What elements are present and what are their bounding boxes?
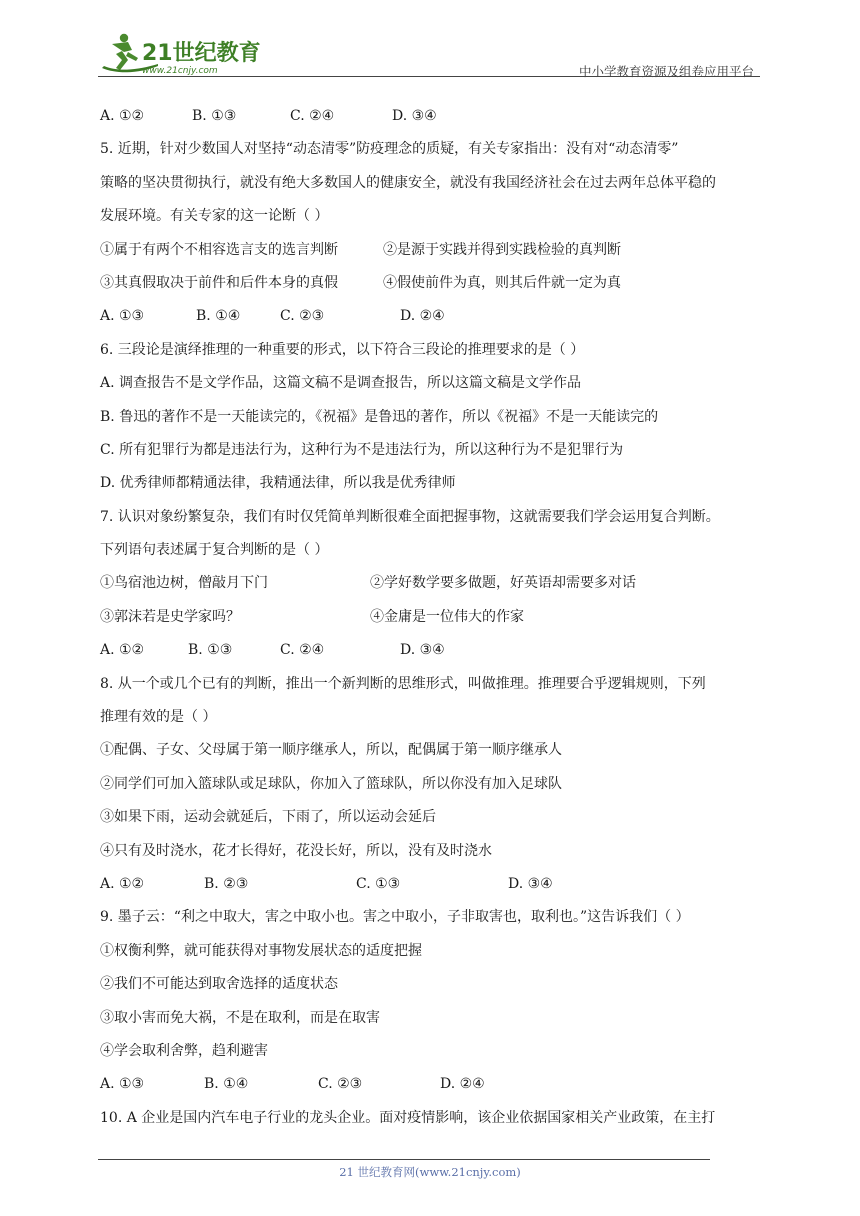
logo-url: www.21cnjy.com: [142, 66, 218, 76]
statement-2: ②同学们可加入篮球队或足球队，你加入了篮球队，所以你没有加入足球队: [100, 775, 562, 792]
option-b: B. ①③: [192, 108, 237, 124]
answer-options: [100, 634, 768, 667]
statement-3: ③取小害而免大祸，不是在取利，而是在取害: [100, 1009, 380, 1026]
option-d: D. ③④: [392, 108, 437, 124]
statement-2: ②是源于实践并得到实践检验的真判断: [383, 241, 621, 258]
question-5-text: 策略的坚决贯彻执行，就没有绝大多数国人的健康安全，就没有我国经济社会在过去两年总体平稳的: [100, 174, 716, 191]
option-a: A. ①②: [100, 642, 145, 659]
option-c: C. ①③: [356, 875, 401, 892]
option-d: D. ③④: [508, 875, 553, 892]
page-footer: 21 世纪教育网(www.21cnjy.com): [339, 1165, 521, 1179]
option-c: C. 所有犯罪行为都是违法行为，这种行为不是违法行为，所以这种行为不是犯罪行为: [100, 441, 624, 458]
statement-2: ②学好数学要多做题，好英语却需要多对话: [370, 575, 636, 592]
option-b: B. ①④: [196, 308, 241, 325]
statement-2: ②我们不可能达到取舍选择的适度状态: [100, 976, 338, 993]
answer-options: [100, 300, 768, 333]
statement-1: ①配偶、子女、父母属于第一顺序继承人，所以，配偶属于第一顺序继承人: [100, 742, 562, 759]
statement-pair: [100, 601, 768, 634]
statement-4: ④只有及时浇水，花才长得好，花没长好，所以，没有及时浇水: [100, 842, 492, 859]
option-a: A. ①③: [100, 1076, 145, 1093]
question-9-text: 9. 墨子云：“利之中取大，害之中取小也。害之中取小，子非取害也，取利也。”这告诉我们（ ）: [100, 909, 690, 926]
option-c: C. ②③: [280, 308, 325, 325]
header-divider: [98, 76, 760, 77]
option-b: B. ①④: [204, 1076, 249, 1093]
option-c: C. ②③: [318, 1076, 363, 1093]
question-5-text: 5. 近期，针对少数国人对坚持“动态清零”防疫理念的质疑，有关专家指出：没有对“动态清零”: [100, 141, 679, 158]
option-d: D. 优秀律师都精通法律，我精通法律，所以我是优秀律师: [100, 475, 456, 492]
question-6-text: 6. 三段论是演绎推理的一种重要的形式，以下符合三段论的推理要求的是（ ）: [100, 341, 585, 358]
option-a: A. ①②: [100, 875, 145, 892]
answer-options: [100, 100, 768, 133]
option-a: A. 调查报告不是文学作品，这篇文稿不是调查报告，所以这篇文稿是文学作品: [100, 375, 582, 392]
statement-3: ③郭沫若是史学家吗？: [100, 608, 240, 625]
option-b: B. ①③: [188, 642, 233, 659]
question-5-text: 发展环境。有关专家的这一论断（ ）: [100, 208, 329, 225]
statement-3: ③其真假取决于前件和后件本身的真假: [100, 274, 338, 291]
statement-1: ①鸟宿池边树，僧敲月下门: [100, 575, 268, 592]
logo-text: 21世纪教育: [142, 41, 261, 66]
statement-pair: [100, 234, 768, 267]
option-a: A. ①②: [100, 108, 145, 124]
option-d: D. ③④: [400, 642, 445, 659]
question-content: [100, 100, 768, 1135]
question-10-text: 10. A 企业是国内汽车电子行业的龙头企业。面对疫情影响，该企业依据国家相关产业政策，在主打: [100, 1109, 716, 1126]
question-8-text: 推理有效的是（ ）: [100, 709, 217, 726]
option-a: A. ①③: [100, 308, 145, 325]
option-b: B. ②③: [204, 875, 249, 892]
answer-options: [100, 1068, 768, 1101]
question-7-text: 下列语句表述属于复合判断的是（ ）: [100, 542, 329, 559]
page-header: [98, 30, 760, 80]
statement-1: ①属于有两个不相容选言支的选言判断: [100, 241, 338, 258]
statement-pair: [100, 267, 768, 300]
statement-3: ③如果下雨，运动会就延后，下雨了，所以运动会延后: [100, 809, 436, 826]
option-d: D. ②④: [440, 1076, 485, 1093]
statement-pair: [100, 567, 768, 600]
statement-4: ④金庸是一位伟大的作家: [370, 608, 524, 625]
statement-4: ④假使前件为真，则其后件就一定为真: [383, 274, 621, 291]
option-b: B. 鲁迅的著作不是一天能读完的，《祝福》是鲁迅的著作，所以《祝福》不是一天能读完的: [100, 408, 659, 425]
option-c: C. ②④: [280, 642, 325, 659]
platform-tagline: 中小学教育资源及组卷应用平台: [578, 64, 754, 79]
footer-divider: [98, 1159, 710, 1160]
statement-1: ①权衡利弊，就可能获得对事物发展状态的适度把握: [100, 942, 422, 959]
21cnjy-logo: [98, 30, 268, 76]
option-c: C. ②④: [290, 108, 335, 124]
answer-options: [100, 868, 768, 901]
statement-4: ④学会取利舍弊，趋利避害: [100, 1042, 268, 1059]
option-d: D. ②④: [400, 308, 445, 325]
question-7-text: 7. 认识对象纷繁复杂，我们有时仅凭简单判断很难全面把握事物，这就需要我们学会运用复合判断。: [100, 508, 720, 525]
question-8-text: 8. 从一个或几个已有的判断，推出一个新判断的思维形式，叫做推理。推理要合乎逻辑规则，下列: [100, 675, 706, 692]
